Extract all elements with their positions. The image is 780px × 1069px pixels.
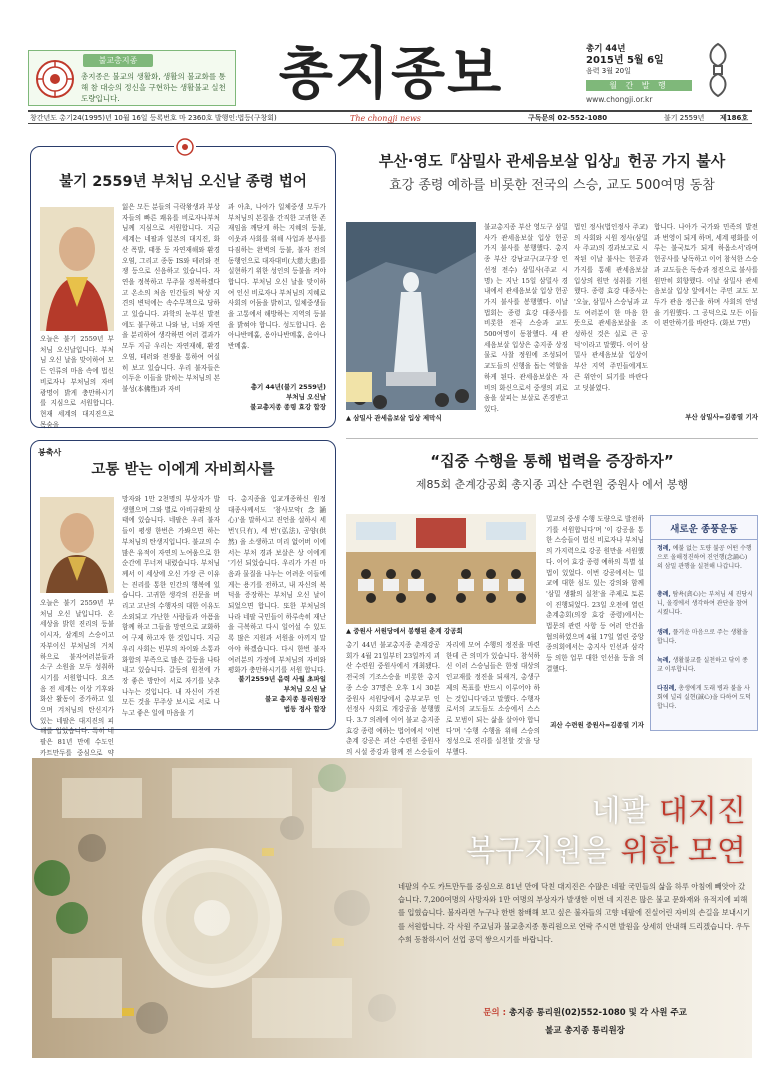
nepal-signature: 불교 총지종 통리원장 — [545, 1026, 625, 1036]
article-title: 불기 2559년 부처님 오신날 종령 법어 — [59, 174, 307, 190]
article-body: 오늘은 불기 2559년 부처님 오신날입니다. 부처님 오신 날을 맞이하여 모든 인류의 마음 속에 법신 비로자나 부처님의 자비광명이 밝게 충만하시기를 지심으로 서원합니다. 현재 세계의 대지진으로 목숨을 — [40, 335, 114, 429]
headline: 부산·영도『삼밀사 관세음보살 입상』헌공 가지 불사 — [378, 152, 726, 170]
motto-box — [28, 50, 236, 106]
nepal-title-text — [466, 834, 746, 869]
issue-number: 총기 44년 — [586, 44, 626, 54]
article-tag: 봉축사 — [38, 448, 62, 457]
vajra-icon — [700, 40, 736, 100]
website-link[interactable]: www.chongji.or.kr — [586, 95, 653, 104]
sidebar-title: 새로운 종풍운동 — [651, 521, 757, 540]
statue-photo — [346, 222, 476, 410]
signature: 부산 삼밀사=김종열 기자 — [685, 413, 758, 421]
photo-caption: ▲ 삼밀사 관세음보살 입상 제막식 — [346, 414, 442, 422]
nepal-contact — [420, 1006, 750, 1018]
headline: “집중 수행을 통해 법력을 증장하자” — [430, 452, 674, 470]
article-body: 과 아초, 나아가 일체중생 모두가 부처님의 본질을 간직한 고귀한 존재임을 깨닫게 하는 지혜의 등불, 이웃과 사회를 위해 사업과 봉사를 다짐하는 완벽의 등불, 불자 전의 동행인으로 대자대비(大慈大悲)를 실현하기 위한 성인의 등불을 켜야 합니다. 부처님 오신 날을 맞이하여 인신 비로자나 부처님의 지혜로 사회의 어둠을 밝히고, 일체중생들을 고통에서 해방하는 지역의 등불을 밝혀야 합니다. 성도합니다. 옴아나반메훔, 옴아나반메훔, 옴아나반메훔. — [228, 203, 326, 351]
nepal-title-part: 복구지원을 — [466, 834, 611, 869]
article-body: 밀교의 중생 수행 도량으로 발전하기를 서원합니다'며 '이 강공을 통한 스승들이 법신 비로자나 부처님의 가지력으로 강공 원만을 서원했다. 이어 효강 종령 예하의 특별 설법이 있었다. 이번 강공에서는 밀교에 대한 심도 있는 강의와 함께 '삼밀 생활의 실천'을 주제로 토론이 진행되었다. 23일 오전에 열린 춘계총회(의장 효강 종령)에서는 법문의 관련 사항 등 여러 안건을 협의하였으며 4월 17일 열린 중앙종의회에서는 총지사 인선과 삼각 등 의한 업무 대한 인선을 등을 의결했다. — [546, 515, 644, 673]
signature — [220, 674, 326, 714]
sidebar-item-head: 녹례, — [657, 657, 671, 664]
subscription-info: 구독문의 02-552-1080 — [528, 114, 608, 122]
motto-label: 불교총지종 — [83, 54, 153, 67]
issue-lunar-date: 음력 3월 20일 — [586, 67, 631, 75]
sidebar-item-text: 총생에게 도래 병과 불을 사회에 널리 실현(誠心)을 다하여 도덕 합니다. — [657, 685, 751, 710]
issue-info — [586, 44, 692, 105]
sidebar-item — [657, 656, 753, 674]
signature-line: 불교총지종 종령 효강 합장 — [250, 403, 326, 411]
signature: 괴산 수련원 중원사=김종열 기자 — [550, 721, 644, 729]
english-title: The chongji news — [350, 114, 421, 123]
subheadline: 제85회 춘계강공회 총지종 괴산 수련원 중원사 에서 봉행 — [415, 478, 689, 491]
info-bar — [28, 110, 752, 124]
article-body: 자리에 모여 수행의 정진을 마련한데 큰 의미가 있습니다. 참석하신 이러 스승님들은 한정 대상의 인교재를 정진을 되새겨, 총생구제의 목표를 반드시 이루어야 하는 것입니다'라고 말했다. 수행자로서의 교도들도 소승에서 스스로 모범이 되는 삶을 살아야 합니다'며 '수행 수행을 위해 스승의 정성으로 진리를 실천할 것'을 당부했다. — [446, 641, 540, 757]
article-body: 법인 정사(법인정사 주교)의 사회와 시원 정사(삼밀사 주교)의 경과보고로 시작된 이날 불사는 헌공과 가지를 통해 관세음보살 입상의 원만 성취를 기원했다. 종령 효강 대종사는 '오늘, 삼밀사 스승님과 교도 여러분이 한 마음 한 뜻으로 관세음보살을 조성하신 것은 실로 큰 공덕'이라고 말했다. 이어 삼밀사 관세음보살 입상이 부산 지역 주민들에게도 큰 위안이 되기를 바란다고 덧붙였다. — [574, 223, 648, 392]
signature-line: 불교 총지종 통리원장 — [264, 695, 326, 703]
photo-caption: ▲ 중원사 서원당에서 봉행된 춘계 강공회 — [346, 627, 463, 635]
portrait-photo — [40, 207, 114, 331]
article-title: 고통 받는 이에게 자비희사를 — [91, 462, 275, 478]
motto-text: 총지종은 불교의 생활화, 생활의 불교화를 통해 참 대승의 정신을 구현하는 생활불교 실천도량입니다. — [81, 72, 226, 103]
article-body: 오늘은 불기 2559년 부처님 오신 날입니다. 온 세상을 밝힌 진리의 등불이시자, 삼계의 스승이고 자부이신 부처님의 거치하으로 불자여러분들과 소구 소원을 모두 성취하시기를 서원합니다. 요즈음 전 세계는 이상 기후와 화산 활동이 증가하고 있으며 겨처님의 탄신지가 있는 네팔은 대지진의 피해를 입었습니다. 특히 네팔은 81년 만에 수도인 카트만두를 중심으로 약 — [40, 599, 114, 757]
assembly-photo — [346, 514, 536, 624]
signature-line: 부처님 오신날 — [286, 393, 326, 401]
sidebar-item-head: 총례, — [657, 591, 671, 598]
sidebar-item-text: 탐욕(貪心)는 부처님 세 진당시니, 올경에서 생각하여 관단을 참여시켰니다. — [657, 591, 753, 616]
subheadline: 효강 종령 예하를 비롯한 전국의 스승, 교도 500여명 동참 — [389, 178, 715, 193]
sidebar-item-head: 정례, — [657, 545, 671, 552]
nepal-title-line2 — [376, 826, 746, 870]
registration-info: 창간년도 총기24(1995)년 10월 16일 등록번호 마 2360호 발행인:법등(구창회) — [30, 114, 277, 122]
issue-label: 제186호 — [720, 114, 749, 122]
sidebar-movement-box — [650, 515, 758, 731]
dharma-wheel-icon — [174, 136, 196, 158]
contact-text: 총지종 통리원(02)552-1080 및 각 사원 주교 — [508, 1008, 687, 1018]
frequency-badge: 월 간 발 행 — [586, 80, 692, 91]
contact-label: 문의 : — [483, 1008, 506, 1018]
nepal-title-text — [592, 794, 746, 829]
nepal-title-part: 대지진 — [649, 794, 746, 829]
sidebar-item-text: 플거운 마음으로 주는 생활을 합니다. — [657, 629, 748, 645]
article-body: 합니다. 나아가 국가와 민족의 발전과 번영이 되게 하며, 세계 평화를 이루는 불국토가 되게 하옵소서'라며 헌공사를 낭독하고 이어 참석한 스승과 교도들은 독송과 정진으로 불사를 원만히 회향했다. 이날 삼밀사 관세음보살 입상 앞에서는 주민 교도 모두가 관음 정근을 하며 사회의 안녕을 기원했다. 그 공덕으로 모든 이들이 편안하기를 바란다. (화보 7면) — [654, 223, 758, 328]
newspaper-title: 총지종보 — [278, 42, 504, 107]
signature-line: 불기2559년 음력 사월 초파일 — [238, 675, 326, 683]
article-body: 다. 총지종을 입교개종하신 원정 대종사께서도 '참사모악(念誦心)'을 말하시고 진언을 설하시 세 번'(只有), 세 번'(弘法), 공양(供然) 을 소생하고 미리 없어버 이에서는 부처 경과 보살은 상 이에게 '기선 되었습니다. 우리가 가진 마음과 물질을 나누는 어려운 이들에게는 용기를 전하고, 내 자신의 복덕을 증장하는 부처님 오신 날이 되었으면 합니다. 또한 부처님의 나라 네팔 국민들이 하루속히 재난을 극복하고 다시 일어설 수 있도록 많은 지원과 서원을 아끼지 말아야 하겠습니다. 다시 한번 불자 여러분의 가정에 부처님의 자비와 평화가 충만하시기를 서원 합니다. — [228, 495, 326, 675]
portrait-photo — [40, 497, 114, 593]
nepal-title-line1 — [486, 786, 746, 830]
issue-date: 2015년 5월 6일 — [586, 55, 664, 66]
sidebar-item — [657, 544, 753, 571]
signature — [228, 382, 326, 412]
signature-line: 법등 정사 합장 — [283, 705, 326, 713]
buddhist-year: 불기 2559년 — [664, 114, 705, 122]
sidebar-item-head: 생례, — [657, 629, 671, 636]
signature-line: 부처님 오신 날 — [283, 685, 326, 693]
sidebar-item — [657, 628, 753, 646]
sidebar-item-text: 예불 없는 도량 불공 어떤 수행으로 올해정진하여 진언행(念誦心)의 삼밀 관행을 실천해 나갑니다. — [657, 545, 752, 570]
article-body: 잃은 모든 분들의 극락왕생과 부상자들의 빠른 쾌유를 비로자나부처님께 지심으로 서원합니다. 지금 세계는 네팔과 일본의 대지진, 화산 폭발, 태풍 등 자연재해와 환경오염, 그리고 종동 IS와 테러와 전쟁 등으로 신음하고 있습니다. 자연을 정복하고 무주물 정복하겠다고 온소의 처음 인간들의 탁상 지견의 변덕에는 속수무책으로 당하고 있습니다. 과학의 눈부신 발전에도 불구하고 나와 남, 너와 자연을 분리하여 생각하면 여러 결과가 모두 지금 우리는 자연재해, 환경오염, 테러와 전쟁을 통하여 여실히 보고 있습니다. 우리 불자들은 이두운 이들을 밝히는 부처님의 본불성(本佛性)과 자비 — [122, 203, 220, 393]
article-body: 불교총지종 부산 영도구 삼밀사가 관세음보살 입상 헌공 가지 불사를 봉행했다. 총지종 부산 강남교구(교구장 인선정 전수) 삼밀사(주교 시명) 는 지난 15일 삼밀사 경내에서 관세음보살 입상 헌공 가지 불사를 봉행했다. 이날 법회는 종령 효강 대종사를 비롯한 전국 스승과 교도 500여명이 동참했다. 새 관세음보살 입상은 총지종 상징물로 사찰 정원에 조성되어 교도들의 신행을 돕는 역할을 하게 된다. 관세음보살은 자비의 화신으로서 중생의 괴로움을 살피는 보살로 존경받고 있다. — [484, 223, 568, 413]
article-body: 총기 44년 불교총지종 춘계강공회가 4월 21일부터 23일까지 괴산 수련원 중원사에서 개최됐다. 전국의 기조스승을 비롯한 총지종 스승 37명은 오후 1시 30분 중원사 서원당에서 총부교무 인선정사 사회로 개강공을 봉행했다. 3.7 의례에 이어 불교 총지종 효강 종령 예하는 법어에서 '이번 춘계 강공은 괴산 수련원 중원사의 시설 증강과 함께 전 스승들이 — [346, 641, 440, 757]
sidebar-item-text: 생활불교를 실천하고 닦이 종교 이루합니다. — [657, 657, 748, 673]
nepal-appeal-body: 네팔의 수도 카트만두를 중심으로 81년 만에 닥친 대지진은 수많은 네팔 국민들의 삶을 하루 아침에 빼앗아 갔습니다. 7,200여명의 사망자와 1만 여명의 부상자가 발생한 이번 네 지진은 많은 불교 문화재와 유적지에 피해를 입혔습니다. 불자라면 누구나 한번 참배해 보고 싶은 불자들의 고향 네팔에 진실어린 자비의 손길을 보내시기를 서원합니다. 각 사원 주교님과 불교총지종 통리원으로 연락 주시면 발원을 상세히 안내해 드리겠습니다. 우두 수희 동참하시어 선업 공덕 쌓으시기를 바랍니다. — [398, 882, 750, 944]
sidebar-item-head: 다짐례, — [657, 685, 677, 692]
nepal-title-part: 네팔 — [591, 794, 650, 829]
nepal-title-part: 위한 모연 — [611, 834, 746, 869]
signature-line: 총기 44년(불기 2559년) — [250, 383, 326, 391]
article-body: 망자와 1만 2천명의 부상자가 발생했으며 그와 별로 아비규환의 상태에 있습니다. 네팔은 우리 불자들이 평생 한번은 가봐으면 하는 부처님의 탄생지입니다. 불교의 수많은 유적이 자연의 노여움으로 한 순간에 무너져 내렸습니다. 부처님께서 이 세상에 오신 가장 큰 이유는 진리를 통한 인간의 행복에 있습니다. 고귀한 생각의 진문을 버리고 고난의 수행자의 대한 이유도 소외되고 가난한 사람들과 아픔을 함께 하고 그들을 망연으로 교화하여 구제 하고자 한 것입니다. 지금 우리 사회는 빈부의 차이와 소통과 화합의 부족으로 많은 갈등을 나타내고 있습니다. 갈등의 원천에 가장 좋은 방안이 서로 자기를 낮추 나누는 것입니다. 내 자신이 가진 모든 것을 무주상 보시로 서로 나누고 좋은 일에 마음을 기 — [122, 495, 220, 718]
chongji-emblem-icon — [35, 59, 75, 99]
divider — [346, 438, 758, 439]
sidebar-item — [657, 684, 753, 711]
sidebar-item — [657, 590, 753, 617]
